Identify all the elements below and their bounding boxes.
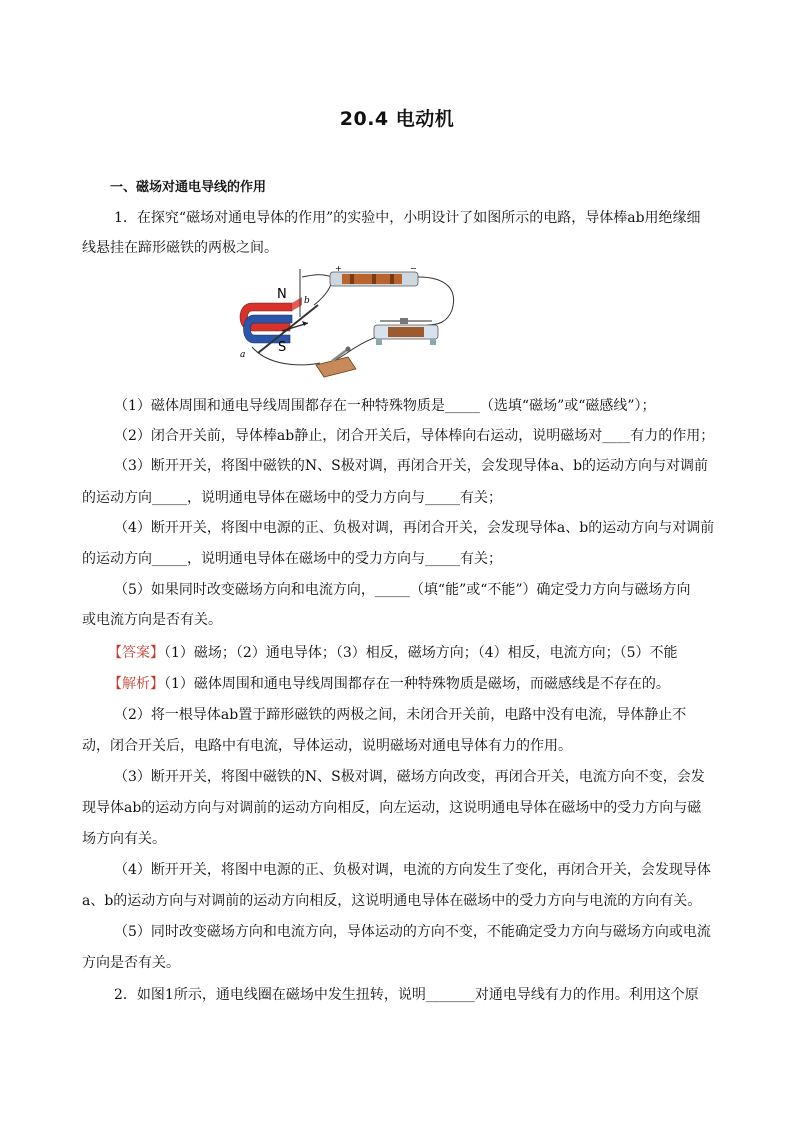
plus-label: + <box>335 265 342 273</box>
question-1-stem-cont: 线悬挂在蹄形磁铁的两极之间。 <box>82 240 278 256</box>
wire <box>418 277 454 325</box>
answer-tag: 【答案】 <box>108 645 164 661</box>
question-1-part-4: （4）断开开关，将图中电源的正、负极对调，再闭合开关，会发现导体a、b的运动方向与对调前 <box>114 520 715 536</box>
analysis-part-4: （4）断开开关，将图中电源的正、负极对调，电流的方向发生了变化，再闭合开关，会发现导体 <box>114 862 711 878</box>
question-1-part-4-cont: 的运动方向_____，说明通电导体在磁场中的受力方向与_____有关； <box>82 551 502 567</box>
analysis-line <box>108 674 748 694</box>
analysis-part-2-cont: 动，闭合开关后，电路中有电流，导体运动，说明磁场对通电导体有力的作用。 <box>82 738 572 754</box>
analysis-part-5-cont: 方向是否有关。 <box>82 955 180 971</box>
analysis-part-3: （3）断开开关，将图中磁铁的N、S极对调，磁场方向改变，再闭合开关，电流方向不变，会发 <box>114 769 705 785</box>
analysis-part-3-end: 场方向有关。 <box>82 831 166 847</box>
question-1-part-5-cont: 或电流方向是否有关。 <box>82 612 222 628</box>
north-pole-label: N <box>277 287 287 302</box>
question-1-part-1: （1）磁体周围和通电导线周围都存在一种特殊物质是_____（选填“磁场”或“磁感线”）； <box>114 398 656 414</box>
question-1-part-3: （3）断开开关，将图中磁铁的N、S极对调，再闭合开关，会发现导体a、b的运动方向与对调前 <box>114 458 709 474</box>
analysis-part-2: （2）将一根导体ab置于蹄形磁铁的两极之间，未闭合开关前，电路中没有电流，导体静止不 <box>114 707 687 723</box>
answer-line <box>108 643 748 663</box>
wire <box>314 279 332 305</box>
minus-label: − <box>410 265 417 273</box>
question-2-stem: 2．如图1所示，通电线圈在磁场中发生扭转，说明_______对通电导线有力的作用。利用这个原 <box>114 987 699 1003</box>
page-title: 20.4 电动机 <box>339 108 455 130</box>
wire <box>302 275 332 277</box>
analysis-part-1: （1）磁体周围和通电导线周围都存在一种特殊物质是磁场，而磁感线是不存在的。 <box>164 676 670 692</box>
experiment-figure <box>232 265 462 385</box>
point-b-label: b <box>304 296 310 306</box>
point-a-label: a <box>240 350 246 360</box>
analysis-tag: 【解析】 <box>108 676 164 692</box>
section-heading: 一、磁场对通电导线的作用 <box>110 180 267 195</box>
analysis-part-4-cont: a、b的运动方向与对调前的运动方向相反，这说明通电导体在磁场中的受力方向与电流的方向有关。 <box>82 893 702 909</box>
question-1-part-2: （2）闭合开关前，导体棒ab静止，闭合开关后，导体棒向右运动，说明磁场对____有力的作用； <box>114 428 715 444</box>
arrow-head-icon <box>302 321 308 326</box>
rheostat-icon <box>374 318 438 345</box>
question-1-part-3-cont: 的运动方向_____，说明通电导体在磁场中的受力方向与_____有关； <box>82 490 502 506</box>
battery-icon <box>330 272 418 286</box>
question-1-part-5: （5）如果同时改变磁场方向和电流方向，_____（填“能”或“不能”）确定受力方向与磁场方向 <box>114 582 691 598</box>
south-pole-label: S <box>278 340 287 355</box>
analysis-part-5: （5）同时改变磁场方向和电流方向，导体运动的方向不变，不能确定受力方向与磁场方向或电流 <box>114 924 711 940</box>
question-1-stem: 1．在探究“磁场对通电导体的作用”的实验中，小明设计了如图所示的电路，导体棒ab用绝缘细 <box>114 210 701 226</box>
horseshoe-magnet-icon <box>240 297 302 343</box>
answer-text: （1）磁场；（2）通电导体；（3）相反，磁场方向；（4）相反，电流方向；（5）不能 <box>164 645 678 661</box>
analysis-part-3-cont: 现导体ab的运动方向与对调前的运动方向相反，向左运动，这说明通电导体在磁场中的受力方向与磁 <box>82 800 702 816</box>
